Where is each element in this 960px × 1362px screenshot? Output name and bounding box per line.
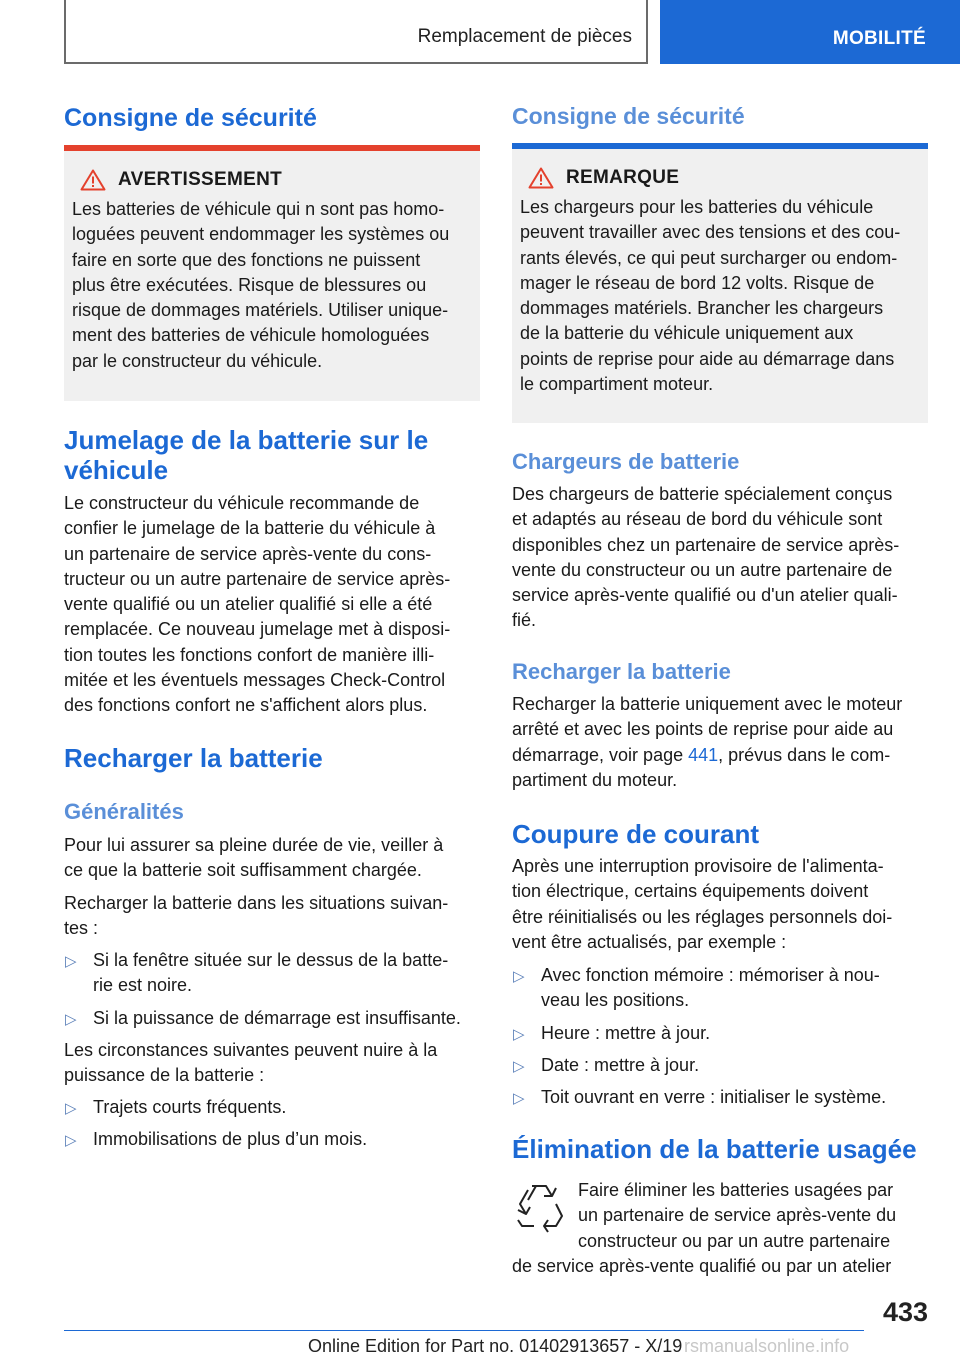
- bullet-triangle-icon: ▷: [513, 968, 525, 985]
- header-chapter-tab[interactable]: [660, 0, 960, 64]
- recycle-icon-wrap: [514, 1180, 570, 1238]
- warning-text: Les batteries de véhicule qui n sont pas homo- loguées peuvent endommager les systèmes ou faire en sorte que des fonctions ne puissent plus être exécutées. Risque de blessures ou risque de dommages matériels. Utiliser unique- ment des batteries de véhicule homologuées par le constructeur du véhicule.: [72, 199, 450, 371]
- list-item: ▷ Heure : mettre à jour.: [512, 1021, 928, 1046]
- heading-disposal: Élimination de la batterie usagée: [512, 1134, 917, 1164]
- recycle-icon: [514, 1180, 564, 1234]
- bullet-triangle-icon: ▷: [65, 1132, 77, 1150]
- warning-box: [64, 145, 480, 401]
- list-item: ▷ Si la puissance de démarrage est insuffisante.: [64, 1006, 480, 1031]
- heading-general: Généralités: [64, 799, 184, 824]
- disposal-indented-text: Faire éliminer les batteries usagées par un partenaire de service après-vente du constructeur ou par un autre partenaire: [578, 1180, 897, 1251]
- list-item: ▷ Toit ouvrant en verre : initialiser le système.: [512, 1085, 928, 1110]
- footer-watermark: rsmanualsonline.info: [684, 1336, 850, 1356]
- list-item: ▷ Date : mettre à jour.: [512, 1053, 928, 1078]
- page-header: [0, 0, 960, 66]
- heading-chargers: Chargeurs de batterie: [512, 449, 740, 474]
- bullet-triangle-icon: ▷: [513, 1057, 525, 1075]
- header-section-box: [64, 0, 648, 64]
- heading-safety-notice-right: Consigne de sécurité: [512, 103, 745, 129]
- circumstances-paragraph: Les circonstances suivantes peuvent nuire à la puissance de la batterie :: [64, 1040, 438, 1086]
- power-cut-paragraph: Après une interruption provisoire de l'alimenta- tion électrique, certains équipements doivent être réinitialisés ou les réglages personnels doi- vent être actualisés, par exemple :: [512, 856, 893, 952]
- list-item: ▷ Immobilisations de plus d’un mois.: [64, 1127, 480, 1152]
- warning-title: AVERTISSEMENT: [118, 169, 283, 190]
- page-link-441[interactable]: 441: [688, 744, 719, 765]
- bullet-triangle-icon: ▷: [513, 1090, 525, 1108]
- heading-power-cut: Coupure de courant: [512, 819, 760, 849]
- warning-triangle-icon: [528, 167, 554, 189]
- page-number: 433: [882, 1297, 928, 1327]
- footer-edition: Online Edition for Part no. 01402913657 - X/19: [308, 1336, 683, 1356]
- heading-recharge-right: Recharger la batterie: [512, 659, 731, 684]
- header-section-title: Remplacement de pièces: [417, 26, 632, 47]
- circumstances-list: [64, 1095, 480, 1160]
- chargers-paragraph: Des chargeurs de batterie spécialement conçus et adaptés au réseau de bord du véhicule sont disponibles chez un partenaire de service après- vente du constructeur ou un autre partenaire de service après-vente qualifié ou d'un atelier quali- fié.: [512, 484, 900, 631]
- list-item: ▷ Avec fonction mémoire : mémoriser à nou- veau les positions.: [513, 965, 880, 1011]
- header-chapter-label: MOBILITÉ: [832, 28, 926, 49]
- bullet-triangle-icon: ▷: [513, 1025, 525, 1043]
- pairing-paragraph: Le constructeur du véhicule recommande de confier le jumelage de la batterie du véhicule à un partenaire de service après-vente du cons- tructeur ou un autre partenaire de service après- vente qualifié ou un atelier qualifié si elle a été remplacée. Ce nouveau jumelage met à disposi- tion toutes les fonctions confort de manière illi- mitée et les éventuels messages Check-Control des fonctions confort ne s'affichent alors plus.: [64, 493, 451, 716]
- footer-divider: [64, 1330, 864, 1331]
- bullet-triangle-icon: ▷: [65, 953, 77, 970]
- note-box: [512, 143, 928, 423]
- power-cut-list: [512, 963, 928, 1117]
- situations-paragraph: Recharger la batterie dans les situations suivan- tes :: [64, 893, 449, 939]
- note-title: REMARQUE: [566, 167, 680, 188]
- note-text: Les chargeurs pour les batteries du véhicule peuvent travailler avec des tensions et des cou- rants élevés, ce qui peut surcharger ou endom- mager le réseau de bord 12 volts. Risque de dommages matériels. Brancher les chargeurs de la batterie du véhicule uniquement aux points de reprise pour aide au démarrage dans le compartiment moteur.: [520, 197, 901, 395]
- general-paragraph: Pour lui assurer sa pleine durée de vie, veiller à ce que la batterie soit suffisamment chargée.: [64, 835, 444, 881]
- disposal-full-line: de service après-vente qualifié ou par un atelier: [512, 1256, 892, 1276]
- bullet-triangle-icon: ▷: [65, 1100, 77, 1117]
- heading-recharge-battery: Recharger la batterie: [64, 743, 323, 773]
- warning-triangle-icon: [80, 169, 106, 191]
- heading-battery-pairing: Jumelage de la batterie sur le véhicule: [64, 425, 429, 485]
- heading-safety-notice: Consigne de sécurité: [64, 104, 317, 132]
- list-item: ▷ Trajets courts fréquents.: [64, 1095, 480, 1120]
- bullet-triangle-icon: ▷: [65, 1010, 77, 1028]
- situations-list: [64, 948, 480, 1038]
- recharge-paragraph: Recharger la batterie uniquement avec le moteur arrêté et avec les points de reprise pour aide au démarrage, voir page 441, prévus dans le com- partiment du moteur.: [512, 694, 903, 790]
- list-item: ▷ Si la fenêtre située sur le dessus de la batte- rie est noire.: [65, 950, 449, 996]
